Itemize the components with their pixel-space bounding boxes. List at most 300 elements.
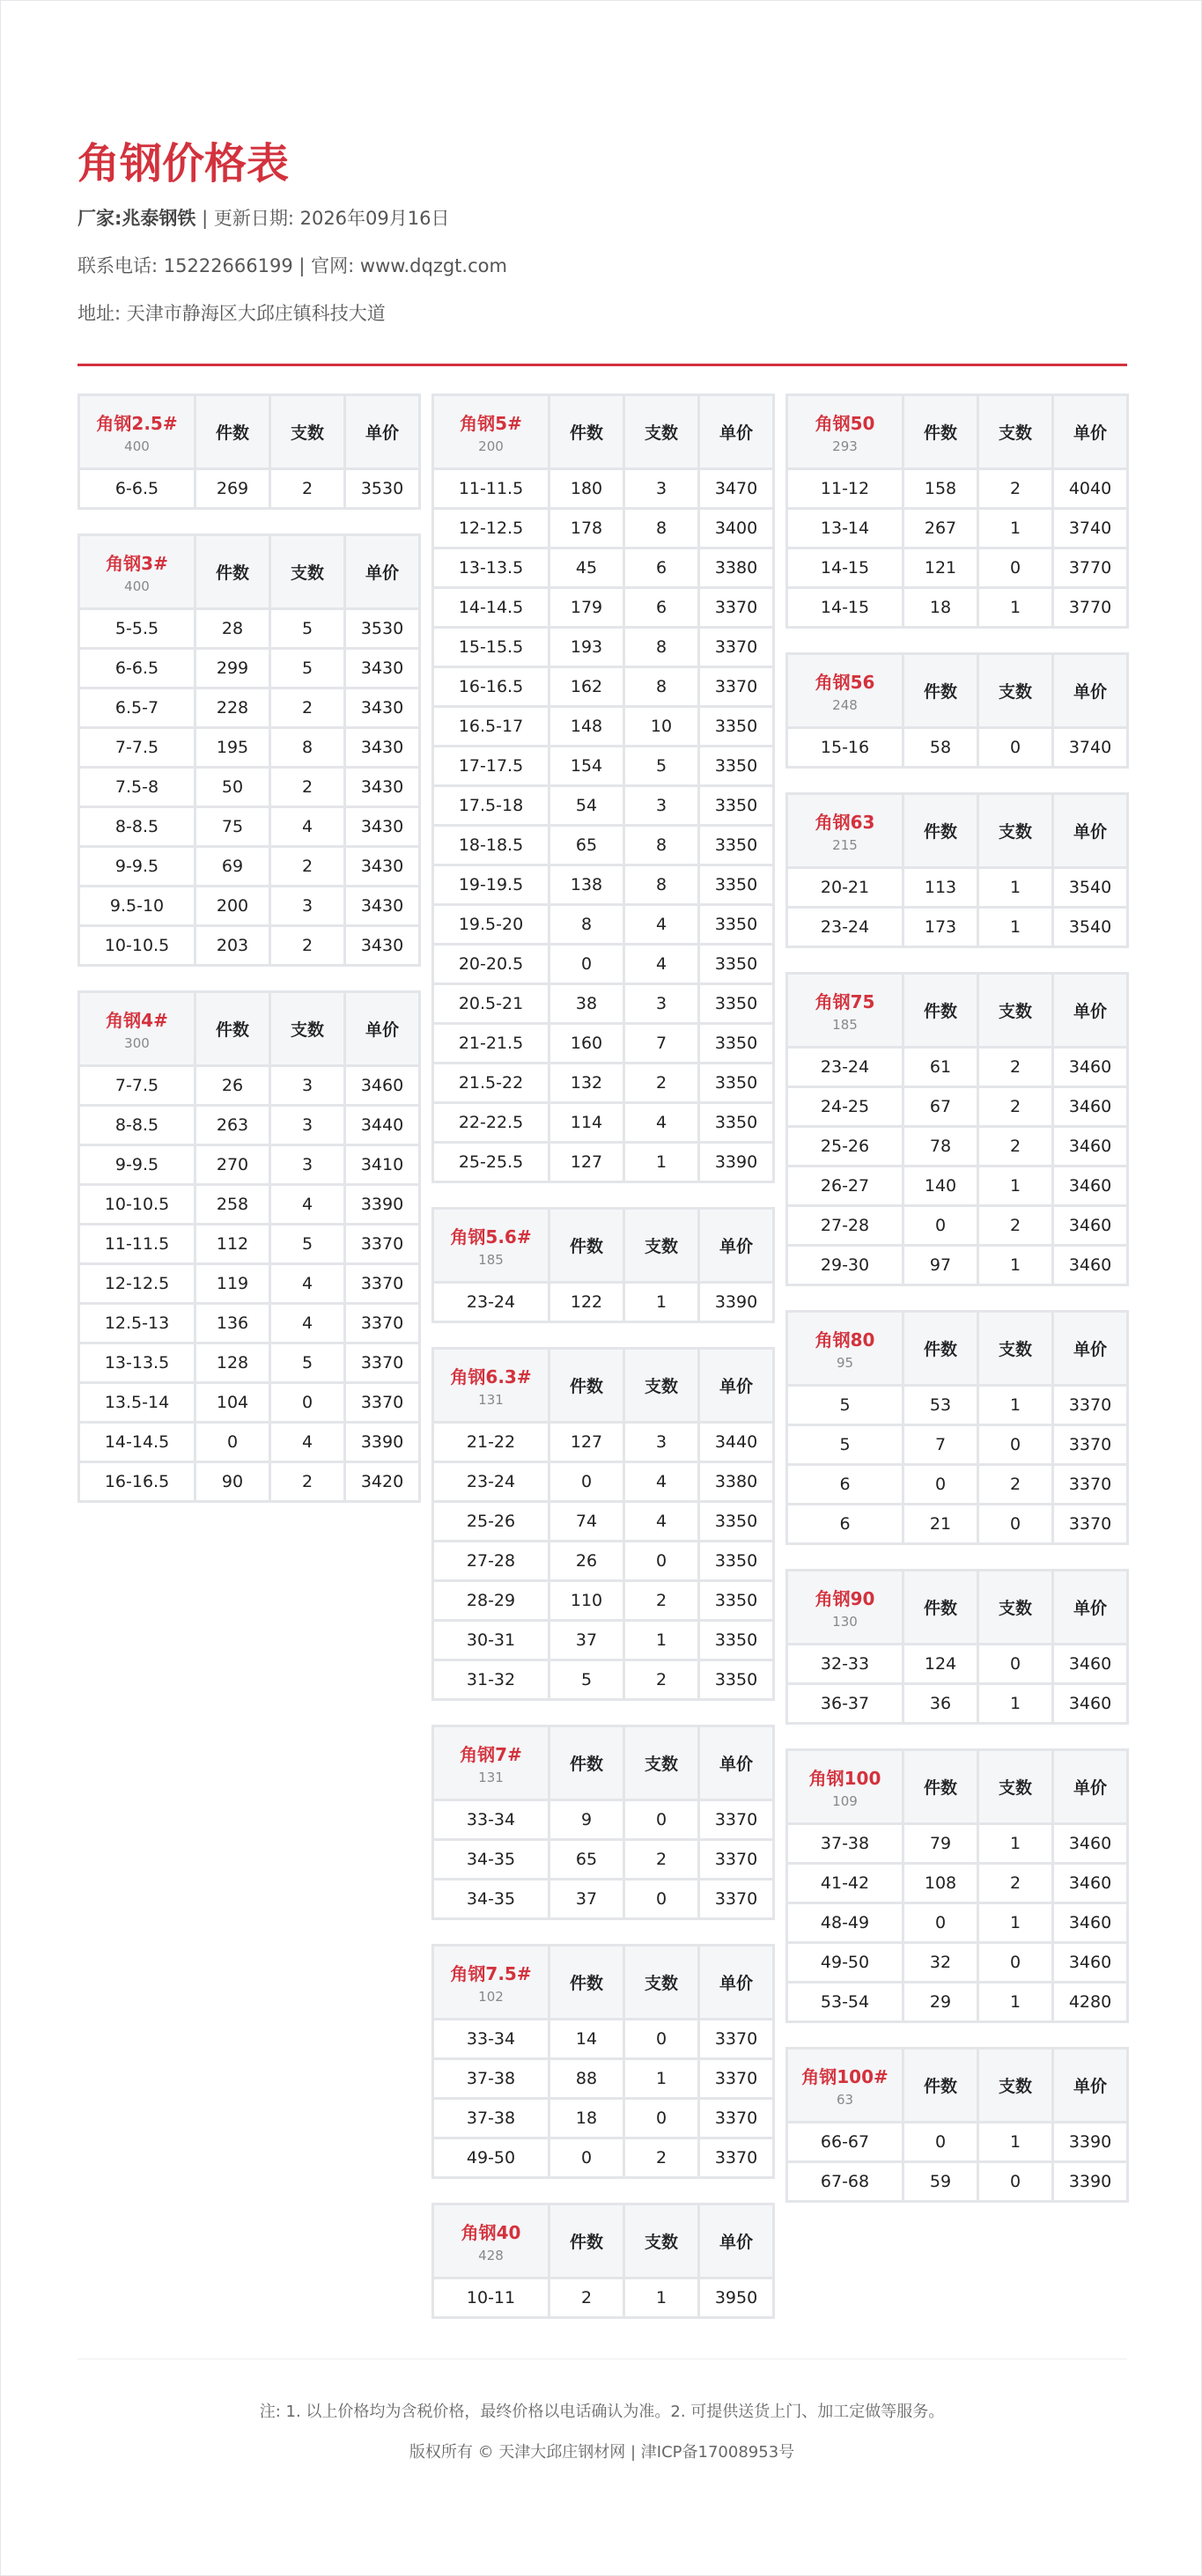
pieces-cell: 1	[978, 1903, 1053, 1943]
pieces-cell: 2	[624, 1840, 699, 1880]
product-name-cell	[433, 2204, 549, 2278]
price-header: 单价	[1053, 974, 1128, 1048]
price-cell: 3390	[699, 1283, 774, 1322]
count-cell: 67	[903, 1087, 978, 1127]
pieces-header: 支数	[624, 1209, 699, 1283]
spec-cell: 13-14	[787, 509, 903, 548]
count-cell: 7	[903, 1425, 978, 1465]
spec-cell: 17-17.5	[433, 747, 549, 786]
count-cell: 65	[549, 1840, 624, 1880]
price-cell: 3770	[1053, 588, 1128, 628]
pieces-header: 支数	[624, 1349, 699, 1423]
price-cell: 3370	[699, 1800, 774, 1840]
product-weight: 109	[832, 1793, 858, 1809]
spec-cell: 18-18.5	[433, 826, 549, 865]
count-cell: 154	[549, 747, 624, 786]
table-row	[79, 1264, 420, 1304]
product-name: 角钢40	[461, 2222, 521, 2243]
maker-name: 兆泰钢铁	[122, 208, 196, 229]
count-cell: 0	[195, 1423, 270, 1462]
count-cell: 78	[903, 1127, 978, 1167]
table-row	[433, 786, 774, 826]
price-cell: 3370	[699, 1840, 774, 1880]
pieces-cell: 8	[624, 865, 699, 905]
count-cell: 0	[903, 1903, 978, 1943]
price-cell: 3370	[699, 628, 774, 667]
table-row	[433, 628, 774, 667]
spec-cell: 12.5-13	[79, 1304, 195, 1343]
spec-cell: 6	[787, 1465, 903, 1505]
spec-cell: 53-54	[787, 1983, 903, 2022]
spec-cell: 21-21.5	[433, 1024, 549, 1064]
count-cell: 37	[549, 1880, 624, 1919]
table-row	[433, 905, 774, 945]
spec-cell: 11-12	[787, 469, 903, 509]
product-weight: 293	[832, 438, 858, 454]
count-cell: 18	[903, 588, 978, 628]
table-row	[79, 1106, 420, 1145]
price-table	[77, 990, 421, 1503]
spec-cell: 7-7.5	[79, 1066, 195, 1106]
table-row	[787, 1864, 1128, 1903]
price-cell: 3950	[699, 2278, 774, 2318]
count-cell: 53	[903, 1386, 978, 1425]
spec-cell: 10-10.5	[79, 1185, 195, 1225]
spec-cell: 10-11	[433, 2278, 549, 2318]
price-cell: 3460	[1053, 1684, 1128, 1724]
product-name-cell	[433, 395, 549, 469]
pieces-cell: 5	[270, 1225, 345, 1264]
count-cell: 37	[549, 1621, 624, 1660]
table-row	[433, 588, 774, 628]
table-row	[787, 1824, 1128, 1864]
pieces-cell: 2	[978, 1048, 1053, 1087]
price-cell: 3350	[699, 1024, 774, 1064]
spec-cell: 9-9.5	[79, 847, 195, 887]
product-name-cell	[433, 1209, 549, 1283]
count-cell: 61	[903, 1048, 978, 1087]
count-cell: 104	[195, 1383, 270, 1423]
pieces-cell: 0	[624, 1800, 699, 1840]
spec-cell: 20.5-21	[433, 984, 549, 1024]
price-cell: 3430	[345, 887, 420, 926]
price-cell: 3460	[1053, 1246, 1128, 1285]
pieces-cell: 0	[624, 2099, 699, 2138]
price-table	[785, 652, 1129, 769]
spec-cell: 26-27	[787, 1167, 903, 1206]
table-row	[787, 868, 1128, 908]
price-header: 单价	[1053, 1571, 1128, 1645]
product-name-cell	[787, 794, 903, 868]
table-row	[787, 2123, 1128, 2162]
count-header: 件数	[549, 395, 624, 469]
count-cell: 203	[195, 926, 270, 966]
price-cell: 3400	[699, 509, 774, 548]
product-weight: 130	[832, 1614, 858, 1630]
spec-cell: 16-16.5	[433, 667, 549, 707]
product-name: 角钢5.6#	[450, 1226, 532, 1248]
spec-cell: 20-21	[787, 868, 903, 908]
price-cell: 3370	[1053, 1386, 1128, 1425]
price-header: 单价	[699, 2204, 774, 2278]
product-name: 角钢100	[808, 1768, 881, 1789]
price-cell: 3350	[699, 786, 774, 826]
table-row	[433, 945, 774, 984]
spec-cell: 8-8.5	[79, 1106, 195, 1145]
table-header-row	[79, 395, 420, 469]
price-header: 单价	[699, 1726, 774, 1800]
table-row	[433, 984, 774, 1024]
table-row	[433, 1103, 774, 1143]
table-row	[79, 1066, 420, 1106]
table-row	[79, 807, 420, 847]
count-cell: 195	[195, 728, 270, 768]
table-header-row	[787, 395, 1128, 469]
pieces-cell: 1	[978, 1386, 1053, 1425]
pieces-header: 支数	[624, 1726, 699, 1800]
count-cell: 21	[903, 1505, 978, 1544]
pieces-cell: 1	[624, 2059, 699, 2099]
spec-cell: 49-50	[433, 2138, 549, 2178]
pieces-header: 支数	[270, 535, 345, 609]
table-row	[787, 1505, 1128, 1544]
count-header: 件数	[903, 794, 978, 868]
price-header: 单价	[1053, 395, 1128, 469]
price-cell: 3460	[1053, 1943, 1128, 1983]
pieces-cell: 1	[978, 1246, 1053, 1285]
table-header-row	[433, 395, 774, 469]
price-table	[431, 1944, 775, 2179]
price-cell: 3370	[345, 1304, 420, 1343]
table-row	[79, 1225, 420, 1264]
table-row	[787, 1127, 1128, 1167]
pieces-header: 支数	[978, 395, 1053, 469]
pieces-cell: 6	[624, 588, 699, 628]
pieces-cell: 2	[270, 688, 345, 728]
count-cell: 299	[195, 649, 270, 688]
table-header-row	[79, 535, 420, 609]
spec-cell: 19-19.5	[433, 865, 549, 905]
product-name-cell	[79, 535, 195, 609]
spec-cell: 15-16	[787, 728, 903, 768]
spec-cell: 9.5-10	[79, 887, 195, 926]
spec-cell: 22-22.5	[433, 1103, 549, 1143]
spec-cell: 27-28	[433, 1542, 549, 1581]
price-header: 单价	[345, 535, 420, 609]
table-row	[79, 1304, 420, 1343]
count-cell: 148	[549, 707, 624, 747]
pieces-cell: 1	[978, 1824, 1053, 1864]
table-row	[79, 728, 420, 768]
table-row	[433, 2099, 774, 2138]
price-cell: 3460	[1053, 1645, 1128, 1684]
spec-cell: 13-13.5	[79, 1343, 195, 1383]
count-cell: 69	[195, 847, 270, 887]
table-row	[787, 1684, 1128, 1724]
product-weight: 428	[478, 2248, 504, 2263]
count-header: 件数	[903, 974, 978, 1048]
spec-cell: 8-8.5	[79, 807, 195, 847]
price-table	[431, 394, 775, 1183]
price-cell: 3370	[699, 1880, 774, 1919]
product-weight: 131	[478, 1392, 504, 1408]
table-row	[433, 1024, 774, 1064]
product-name-cell	[787, 654, 903, 728]
table-row	[433, 1064, 774, 1103]
price-cell: 3440	[345, 1106, 420, 1145]
price-cell: 3350	[699, 1660, 774, 1700]
table-header-row	[787, 2049, 1128, 2123]
table-row	[79, 609, 420, 649]
pieces-header: 支数	[624, 1946, 699, 2020]
table-row	[787, 469, 1128, 509]
table-row	[79, 768, 420, 807]
pieces-cell: 0	[978, 1943, 1053, 1983]
spec-cell: 21.5-22	[433, 1064, 549, 1103]
price-cell: 4280	[1053, 1983, 1128, 2022]
count-cell: 162	[549, 667, 624, 707]
pieces-cell: 4	[624, 945, 699, 984]
spec-cell: 48-49	[787, 1903, 903, 1943]
count-cell: 26	[195, 1066, 270, 1106]
spec-cell: 13-13.5	[433, 548, 549, 588]
table-header-row	[433, 1349, 774, 1423]
maker-info	[77, 195, 1127, 242]
pieces-cell: 0	[978, 2162, 1053, 2202]
price-cell: 3370	[1053, 1425, 1128, 1465]
count-cell: 140	[903, 1167, 978, 1206]
count-header: 件数	[195, 395, 270, 469]
price-header: 单价	[1053, 2049, 1128, 2123]
table-header-row	[787, 654, 1128, 728]
pieces-cell: 0	[624, 2020, 699, 2059]
table-row	[79, 1383, 420, 1423]
product-weight: 63	[836, 2092, 854, 2108]
count-cell: 122	[549, 1283, 624, 1322]
product-name: 角钢7#	[460, 1744, 522, 1765]
table-row	[433, 1800, 774, 1840]
product-name: 角钢75	[815, 991, 875, 1012]
count-header: 件数	[549, 1946, 624, 2020]
table-row	[787, 588, 1128, 628]
spec-cell: 19.5-20	[433, 905, 549, 945]
count-cell: 0	[903, 2123, 978, 2162]
spec-cell: 14-15	[787, 548, 903, 588]
product-name-cell	[433, 1726, 549, 1800]
spec-cell: 9-9.5	[79, 1145, 195, 1185]
pieces-cell: 1	[978, 1983, 1053, 2022]
table-row	[787, 908, 1128, 947]
table-header-row	[433, 1946, 774, 2020]
product-weight: 215	[832, 837, 858, 853]
pieces-cell: 1	[978, 1684, 1053, 1724]
pieces-cell: 2	[624, 2138, 699, 2178]
pieces-cell: 0	[978, 1645, 1053, 1684]
pieces-header: 支数	[624, 395, 699, 469]
pieces-cell: 1	[624, 1143, 699, 1182]
product-name: 角钢2.5#	[96, 413, 178, 434]
spec-cell: 21-22	[433, 1423, 549, 1462]
spec-cell: 14-14.5	[433, 588, 549, 628]
product-name: 角钢3#	[106, 553, 168, 574]
price-cell: 3350	[699, 1621, 774, 1660]
count-cell: 128	[195, 1343, 270, 1383]
price-table	[77, 534, 421, 967]
price-cell: 3350	[699, 1581, 774, 1621]
count-cell: 160	[549, 1024, 624, 1064]
count-cell: 108	[903, 1864, 978, 1903]
pieces-cell: 2	[978, 1127, 1053, 1167]
table-row	[433, 1462, 774, 1502]
product-weight: 102	[478, 1989, 504, 2005]
price-cell: 3350	[699, 1502, 774, 1542]
price-cell: 3370	[345, 1225, 420, 1264]
pieces-cell: 1	[978, 868, 1053, 908]
count-cell: 97	[903, 1246, 978, 1285]
pieces-cell: 3	[624, 1423, 699, 1462]
pieces-cell: 5	[270, 1343, 345, 1383]
count-header: 件数	[195, 535, 270, 609]
pieces-cell: 10	[624, 707, 699, 747]
count-cell: 0	[903, 1465, 978, 1505]
pieces-header: 支数	[978, 1312, 1053, 1386]
table-row	[787, 1645, 1128, 1684]
price-cell: 3430	[345, 649, 420, 688]
price-cell: 3740	[1053, 728, 1128, 768]
pieces-cell: 4	[270, 1423, 345, 1462]
table-row	[787, 1386, 1128, 1425]
product-name: 角钢5#	[460, 413, 522, 434]
count-header: 件数	[903, 1312, 978, 1386]
product-name: 角钢7.5#	[450, 1963, 532, 1984]
table-row	[79, 1343, 420, 1383]
table-row	[433, 1660, 774, 1700]
spec-cell: 37-38	[433, 2059, 549, 2099]
table-row	[787, 728, 1128, 768]
count-header: 件数	[903, 654, 978, 728]
count-cell: 0	[903, 1206, 978, 1246]
table-row	[787, 1246, 1128, 1285]
price-table	[785, 1569, 1129, 1725]
spec-cell: 30-31	[433, 1621, 549, 1660]
table-row	[787, 1048, 1128, 1087]
table-row	[79, 649, 420, 688]
table-row	[433, 2138, 774, 2178]
table-header-row	[787, 1750, 1128, 1824]
price-cell: 3350	[699, 1103, 774, 1143]
product-name: 角钢6.3#	[450, 1366, 532, 1387]
price-header: 单价	[699, 1946, 774, 2020]
table-row	[433, 2278, 774, 2318]
table-row	[433, 1840, 774, 1880]
table-row	[79, 1423, 420, 1462]
table-row	[433, 509, 774, 548]
count-cell: 138	[549, 865, 624, 905]
product-weight: 185	[832, 1017, 858, 1033]
table-row	[433, 1880, 774, 1919]
table-row	[79, 847, 420, 887]
price-cell: 3370	[345, 1343, 420, 1383]
pieces-cell: 2	[270, 847, 345, 887]
count-cell: 59	[903, 2162, 978, 2202]
count-cell: 270	[195, 1145, 270, 1185]
price-cell: 3460	[1053, 1903, 1128, 1943]
pieces-cell: 2	[624, 1581, 699, 1621]
count-cell: 179	[549, 588, 624, 628]
product-weight: 95	[836, 1355, 854, 1371]
product-name-cell	[787, 395, 903, 469]
table-row	[433, 1581, 774, 1621]
pieces-header: 支数	[978, 1571, 1053, 1645]
price-cell: 3470	[699, 469, 774, 509]
pieces-cell: 4	[624, 1103, 699, 1143]
price-cell: 3430	[345, 688, 420, 728]
table-row	[433, 865, 774, 905]
pieces-cell: 8	[624, 826, 699, 865]
table-row	[787, 548, 1128, 588]
spec-cell: 28-29	[433, 1581, 549, 1621]
product-name-cell	[433, 1349, 549, 1423]
pieces-cell: 7	[624, 1024, 699, 1064]
pieces-cell: 2	[978, 1087, 1053, 1127]
price-cell: 3540	[1053, 908, 1128, 947]
spec-cell: 36-37	[787, 1684, 903, 1724]
spec-cell: 23-24	[433, 1462, 549, 1502]
spec-cell: 6.5-7	[79, 688, 195, 728]
count-cell: 75	[195, 807, 270, 847]
spec-cell: 37-38	[433, 2099, 549, 2138]
pieces-header: 支数	[978, 654, 1053, 728]
product-name: 角钢100#	[801, 2066, 889, 2087]
spec-cell: 34-35	[433, 1880, 549, 1919]
count-cell: 136	[195, 1304, 270, 1343]
count-cell: 32	[903, 1943, 978, 1983]
count-cell: 58	[903, 728, 978, 768]
price-cell: 3350	[699, 984, 774, 1024]
address-info: 地址: 天津市静海区大邱庄镇科技大道	[77, 303, 386, 324]
price-header: 单价	[345, 992, 420, 1066]
product-name-cell	[787, 1750, 903, 1824]
footer-copyright: 版权所有 © 天津大邱庄钢材网 | 津ICP备17008953号	[409, 2443, 795, 2462]
pieces-cell: 4	[624, 1502, 699, 1542]
spec-cell: 33-34	[433, 1800, 549, 1840]
pieces-cell: 2	[270, 926, 345, 966]
count-cell: 0	[549, 1462, 624, 1502]
count-cell: 65	[549, 826, 624, 865]
pieces-cell: 2	[978, 1465, 1053, 1505]
product-name-cell	[79, 395, 195, 469]
contact-info: 联系电话: 15222666199 | 官网: www.dqzgt.com	[77, 255, 507, 276]
count-cell: 88	[549, 2059, 624, 2099]
price-cell: 3370	[699, 667, 774, 707]
price-cell: 3460	[1053, 1127, 1128, 1167]
product-name-cell	[433, 1946, 549, 2020]
pieces-cell: 1	[624, 1621, 699, 1660]
count-cell: 158	[903, 469, 978, 509]
price-cell: 4040	[1053, 469, 1128, 509]
count-cell: 45	[549, 548, 624, 588]
product-weight: 400	[124, 438, 150, 454]
table-header-row	[433, 1726, 774, 1800]
count-cell: 121	[903, 548, 978, 588]
price-table	[785, 792, 1129, 948]
count-cell: 110	[549, 1581, 624, 1621]
table-row	[787, 1167, 1128, 1206]
spec-cell: 5-5.5	[79, 609, 195, 649]
pieces-cell: 1	[978, 588, 1053, 628]
count-cell: 0	[549, 2138, 624, 2178]
spec-cell: 17.5-18	[433, 786, 549, 826]
